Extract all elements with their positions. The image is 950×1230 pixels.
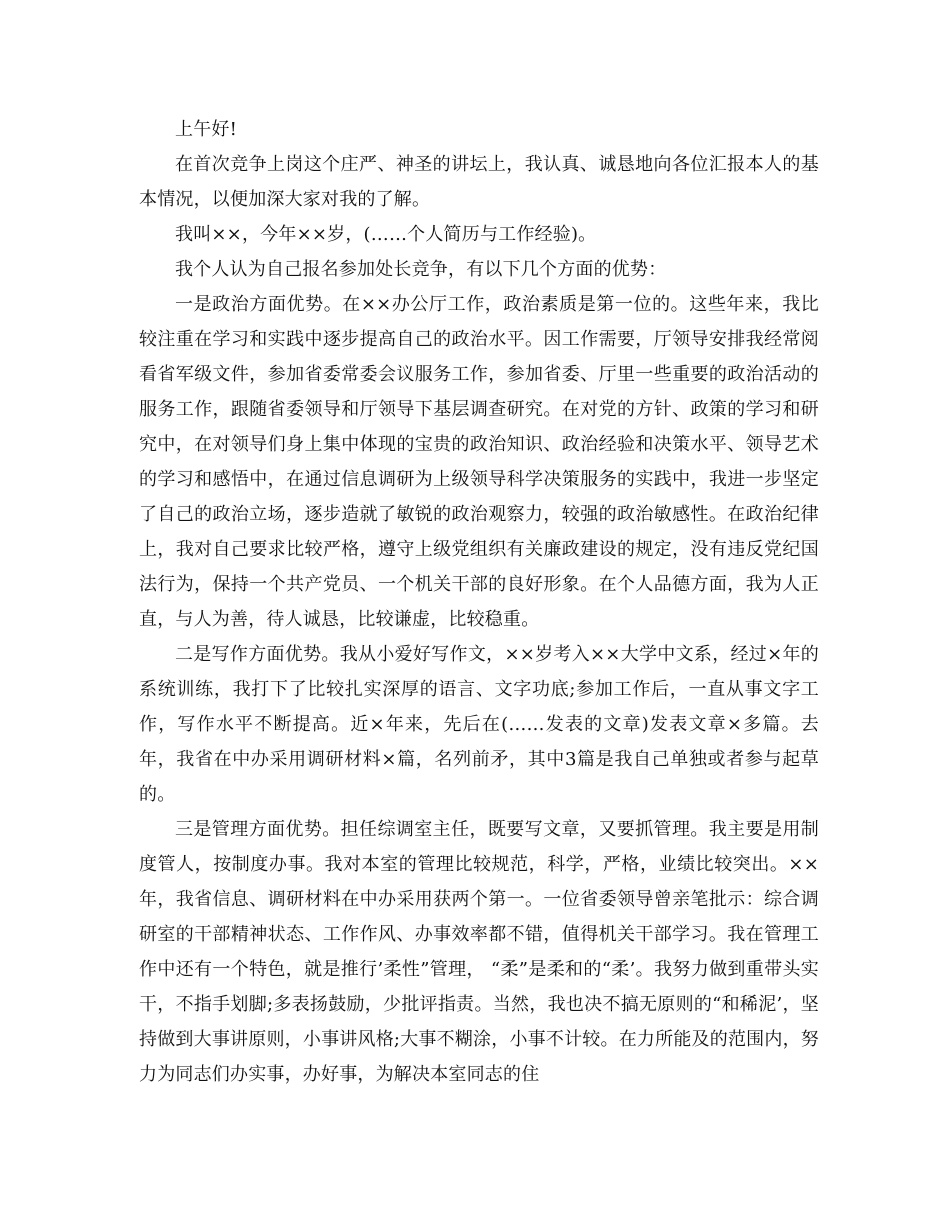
- paragraph-personal-info: 我叫××，今年××岁，(……个人简历与工作经验)。: [175, 224, 597, 245]
- paragraph-introduction: 在首次竞争上岗这个庄严、神圣的讲坛上，我认真、诚恳地向各位汇报本人的基本情况，以便加深大家对我的了解。: [139, 154, 819, 210]
- paragraph-management-advantage: 三是管理方面优势。担任综调室主任，既要写文章，又要抓管理。我主要是用制度管人，按制度办事。我对本室的管理比较规范，科学，严格，业绩比较突出。××年，我省信息、调研材料在中办采用获两个第一。一位省委领导曾亲笔批示：综合调研室的干部精神状态、工作作风、办事效率都不错，值得机关干部学习。我在管理工作中还有一个特色，就是推行’柔性”管理， “柔”是柔和的“柔’。我努力做到重带头实干，不指手划脚;多表扬鼓励，少批评指责。当然，我也决不搞无原则的“和稀泥’，坚持做到大事讲原则，小事讲风格;大事不糊涂，小事不计较。在力所能及的范围内，努力为同志们办实事，办好事，为解决本室同志的住: [139, 819, 819, 1085]
- paragraph-greeting: 上午好!: [175, 119, 238, 140]
- paragraph-writing-advantage: 二是写作方面优势。我从小爱好写作文，××岁考入××大学中文系，经过×年的系统训练，我打下了比较扎实深厚的语言、文字功底;参加工作后，一直从事文字工作，写作水平不断提高。近×年来，先后在(……发表的文章)发表文章×多篇。去年，我省在中办采用调研材料×篇，名列前矛，其中3篇是我自己单独或者参与起草的。: [139, 644, 819, 805]
- paragraph-political-advantage: 一是政治方面优势。在××办公厅工作，政治素质是第一位的。这些年来，我比较注重在学习和实践中逐步提高自己的政治水平。因工作需要，厅领导安排我经常阅看省军级文件，参加省委常委会议服务工作，参加省委、厅里一些重要的政治活动的服务工作，跟随省委领导和厅领导下基层调查研究。在对党的方针、政策的学习和研究中，在对领导们身上集中体现的宝贵的政治知识、政治经验和决策水平、领导艺术的学习和感悟中，在通过信息调研为上级领导科学决策服务的实践中，我进一步坚定了自己的政治立场，逐步造就了敏锐的政治观察力，较强的政治敏感性。在政治纪律上，我对自己要求比较严格，遵守上级党组织有关廉政建设的规定，没有违反党纪国法行为，保持一个共产党员、一个机关干部的良好形象。在个人品德方面，我为人正直，与人为善，待人诚恳，比较谦虚，比较稳重。: [139, 294, 819, 630]
- document-body: [139, 112, 819, 1092]
- paragraph-advantages-intro: 我个人认为自己报名参加处长竞争，有以下几个方面的优势：: [175, 259, 667, 280]
